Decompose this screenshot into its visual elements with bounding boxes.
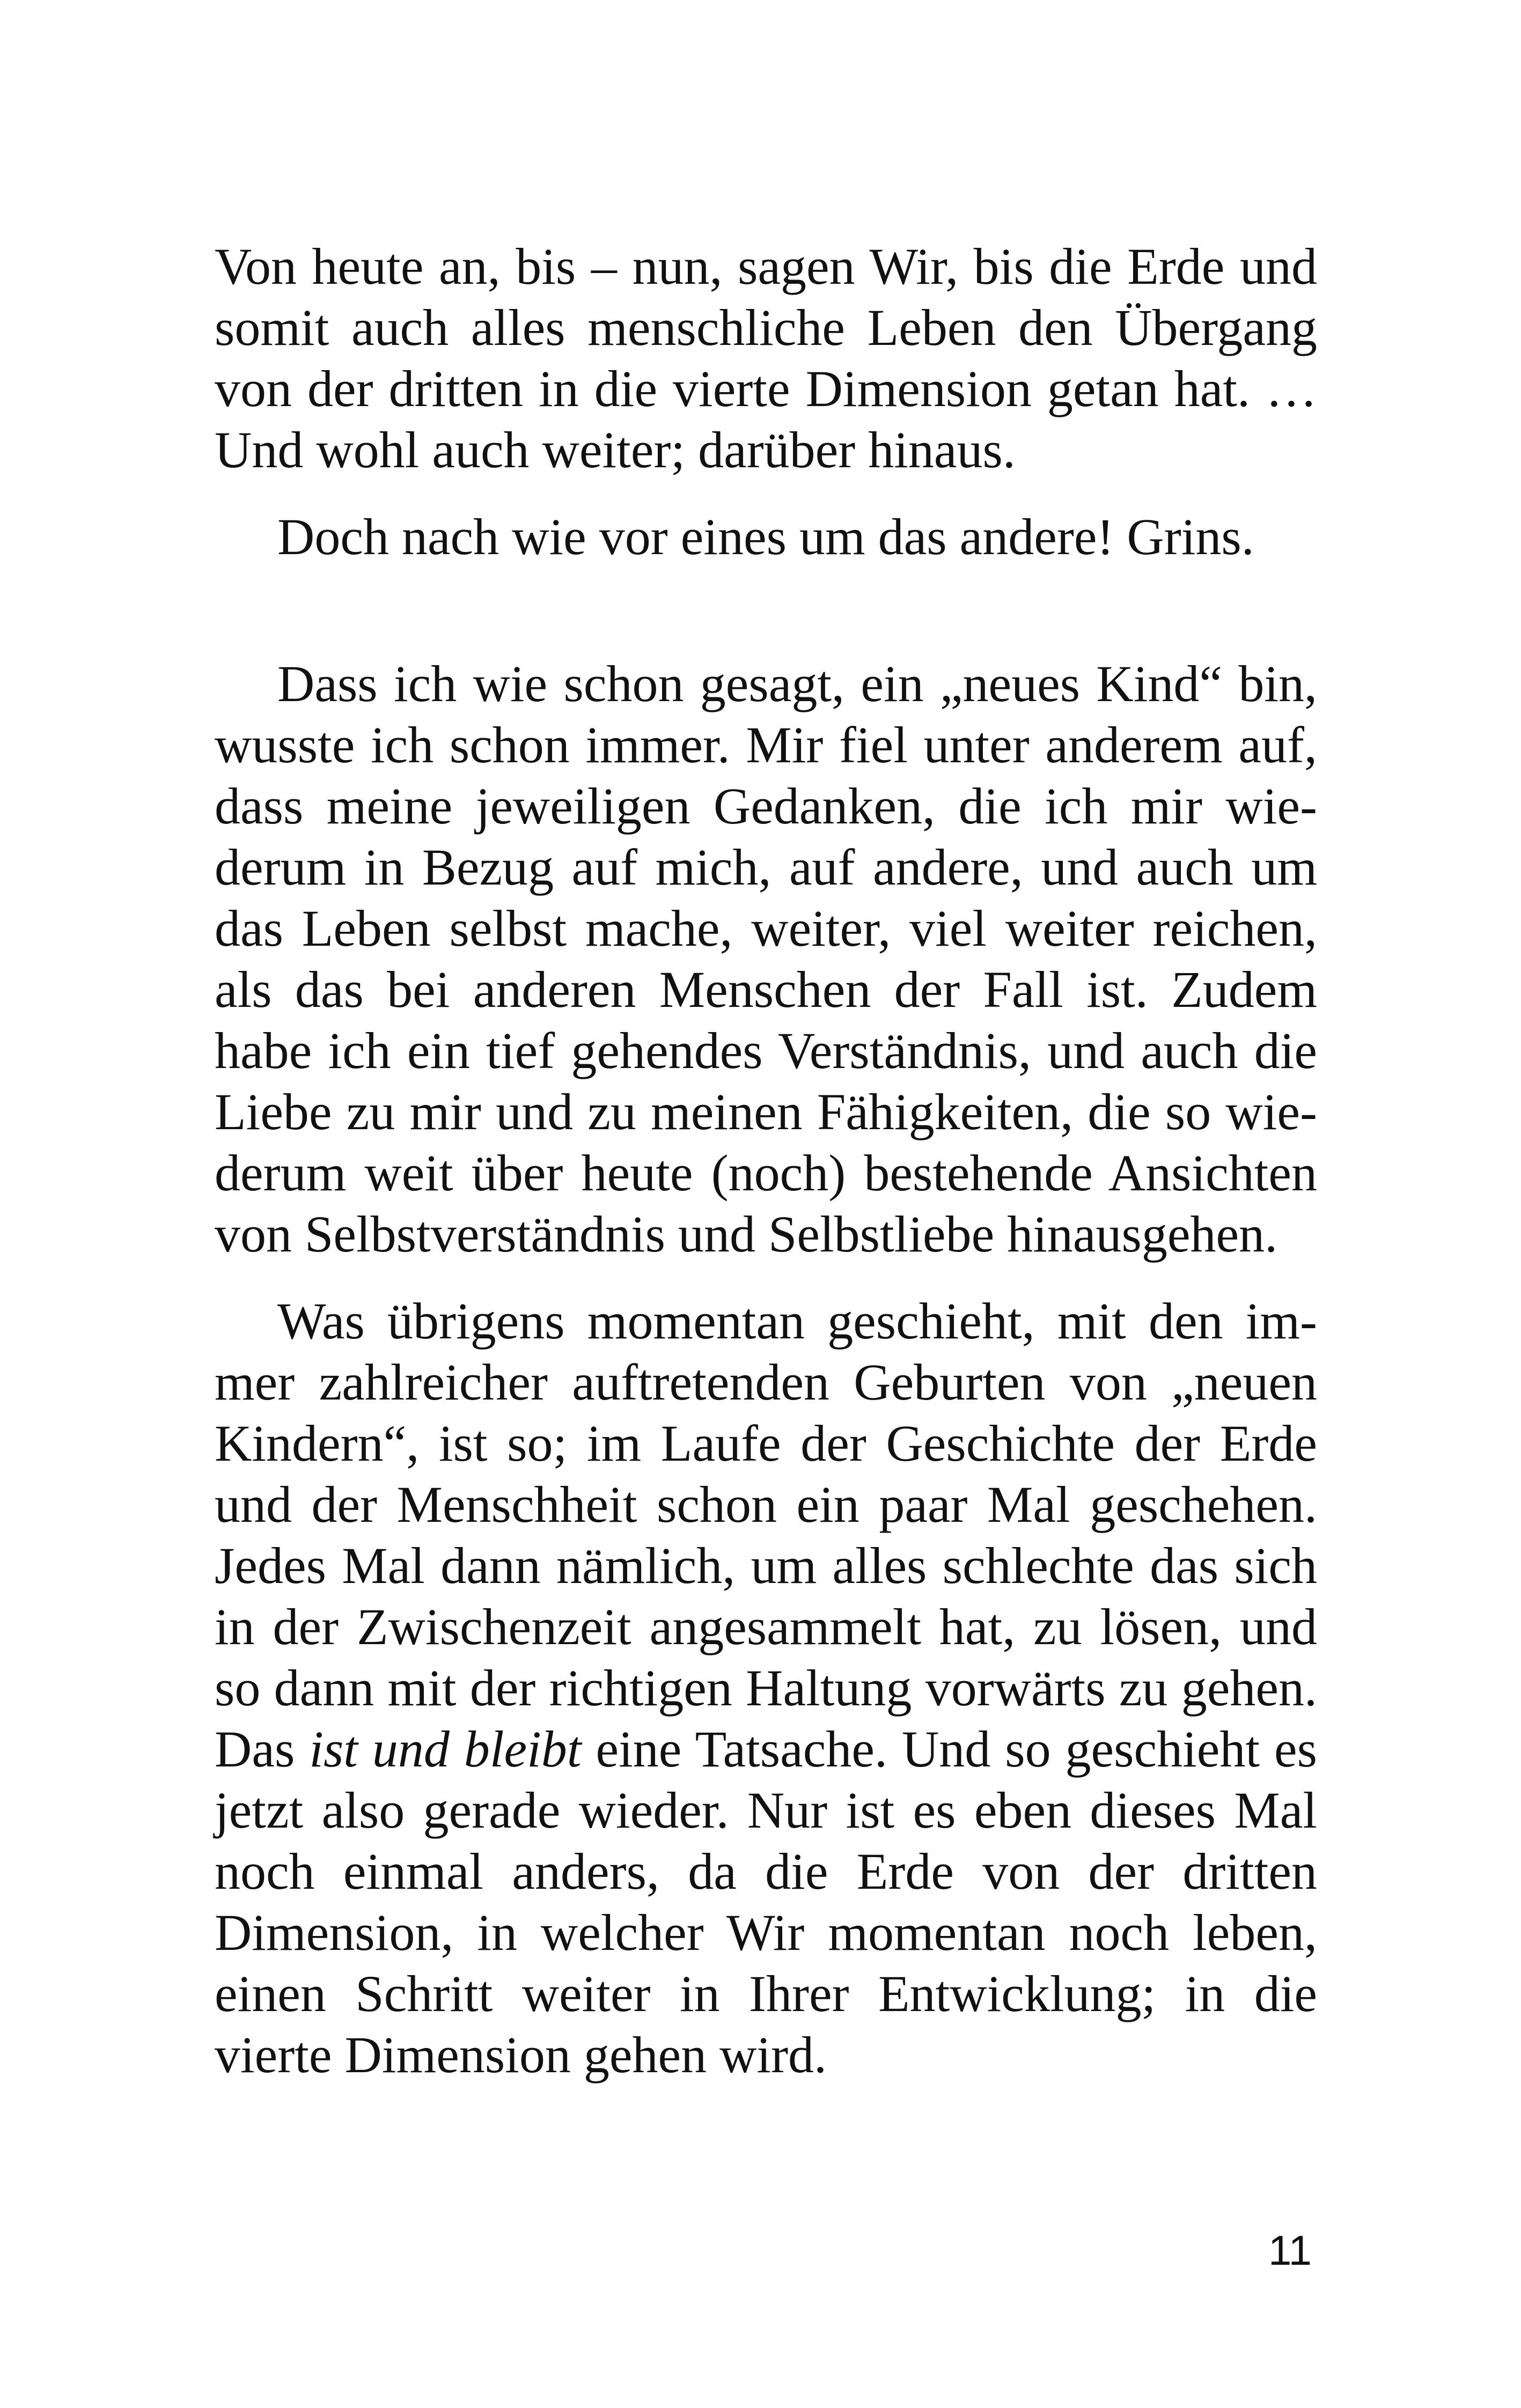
paragraph-4-text-part-1: Was übrigens momentan geschieht, mit den immer zahlreicher auftretenden Geburten von „neuen Kindern“, ist so; im Laufe der Geschichte der Erde und der Menschheit schon ein paar Mal geschehen. Jedes Mal dann nämlich, um alles schlechte das sich in der Zwischenzeit angesammelt hat, zu lösen, und so dann mit der richtigen Haltung vorwärts zu gehen. Das [215,1292,1317,1778]
paragraph-4-text-part-2: eine Tatsache. Und so geschieht es jetzt also gerade wieder. Nur ist es eben dieses Mal noch einmal anders, da die Erde von der dritten Dimension, in welcher Wir momentan noch leben, einen Schritt weiter in Ihrer Entwicklung; in die vierte Dimension gehen wird. [215,1720,1318,2083]
paragraph-4-italic-phrase: ist und bleibt [309,1720,582,1778]
paragraph-4 [215,1291,1317,2086]
paragraph-gap [215,481,1317,506]
section-gap [215,568,1317,653]
paragraph-gap [215,1265,1317,1291]
paragraph-2 [215,506,1317,568]
paragraph-3-text: Dass ich wie schon gesagt, ein „neues Kind“ bin, wusste ich schon immer. Mir fiel unter anderem auf, dass meine jeweiligen Gedanken, die ich mir wiederum in Bezug auf mich, auf andere, und auch um das Leben selbst mache, weiter, viel weiter reichen, als das bei anderen Menschen der Fall ist. Zudem habe ich ein tief gehendes Verständnis, und auch die Liebe zu mir und zu meinen Fähigkeiten, die so wiederum weit über heute (noch) bestehende Ansichten von Selbstverständnis und Selbstliebe hinausgehen. [215,655,1317,1263]
paragraph-1 [215,236,1317,481]
paragraph-3 [215,653,1317,1265]
paragraph-2-text: Doch nach wie vor eines um das andere! Grins. [277,508,1254,565]
page-number: 11 [1268,2227,1312,2274]
body-text [215,236,1317,2086]
paragraph-1-text: Von heute an, bis – nun, sagen Wir, bis die Erde und somit auch alles menschliche Leben den Übergang von der dritten in die vierte Dimension getan hat. … Und wohl auch weiter; darüber hinaus. [215,238,1317,478]
